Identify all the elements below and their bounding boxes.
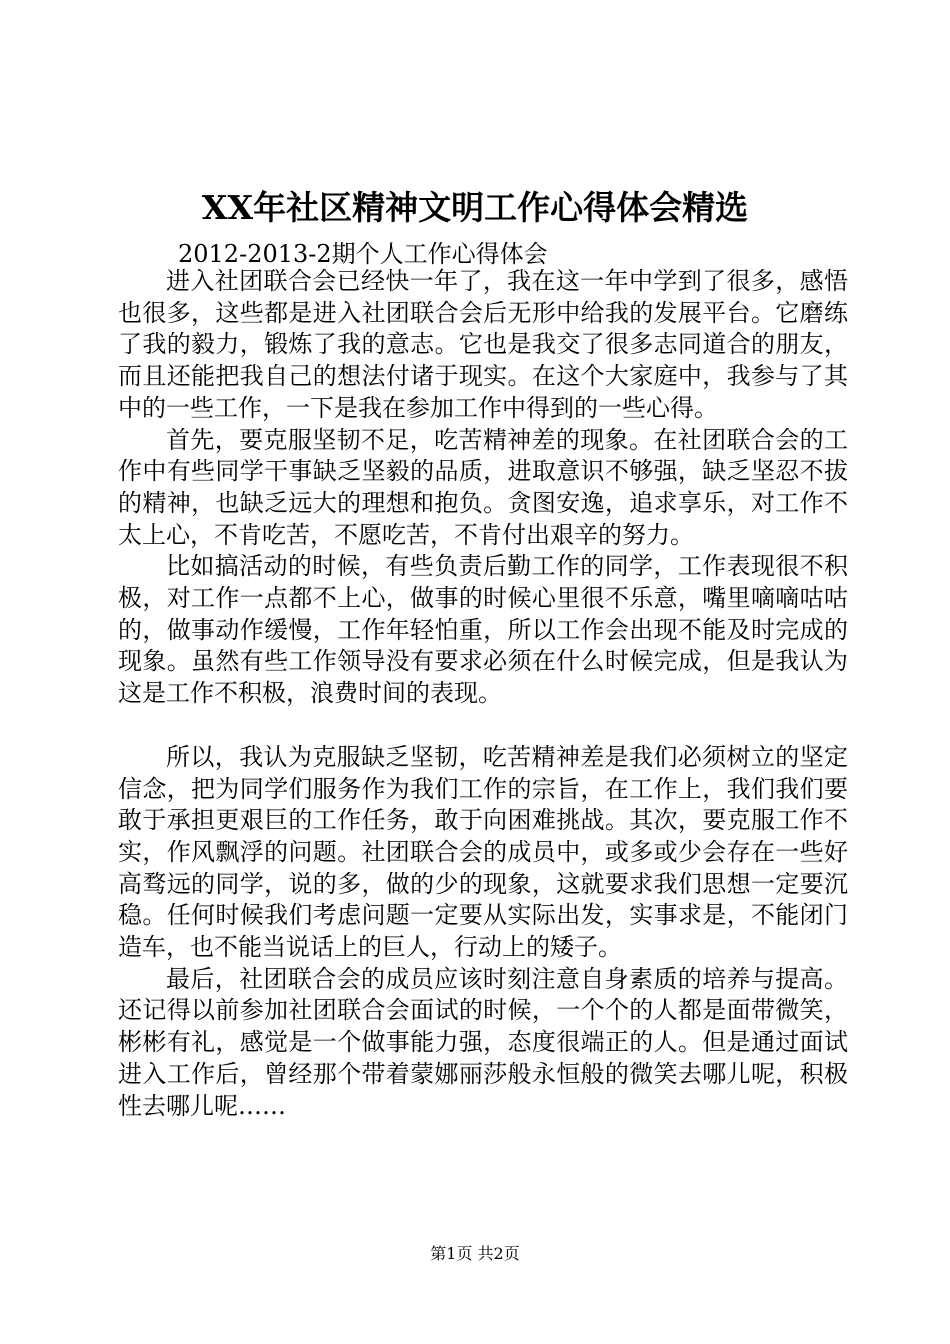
- document-body: [118, 266, 848, 1122]
- document-title: XX年社区精神文明工作心得体会精选: [201, 188, 749, 227]
- paragraph-1: 进入社团联合会已经快一年了，我在这一年中学到了很多，感悟也很多，这些都是进入社团联合会后无形中给我的发展平台。它磨练了我的毅力，锻炼了我的意志。它也是我交了很多志同道合的朋友，而且还能把我自己的想法付诸于现实。在这个大家庭中，我参与了其中的一些工作，一下是我在参加工作中得到的一些心得。: [118, 267, 848, 422]
- paragraph-2: 首先，要克服坚韧不足，吃苦精神差的现象。在社团联合会的工作中有些同学干事缺乏坚毅的品质，进取意识不够强，缺乏坚忍不拔的精神，也缺乏远大的理想和抱负。贪图安逸，追求享乐，对工作不太上心，不肯吃苦，不愿吃苦，不肯付出艰辛的努力。: [118, 425, 848, 549]
- page-footer: 第1页 共2页: [430, 1244, 520, 1263]
- document-subtitle: 2012-2013-2期个人工作心得体会: [178, 240, 548, 268]
- paragraph-4: 所以，我认为克服缺乏坚韧，吃苦精神差是我们必须树立的坚定信念，把为同学们服务作为我们工作的宗旨，在工作上，我们我们要敢于承担更艰巨的工作任务，敢于向困难挑战。其次，要克服工作不实，作风飘浮的问题。社团联合会的成员中，或多或少会存在一些好高骛远的同学，说的多，做的少的现象，这就要求我们思想一定要沉稳。任何时候我们考虑问题一定要从实际出发，实事求是，不能闭门造车，也不能当说话上的巨人，行动上的矮子。: [118, 742, 848, 962]
- paragraph-3: 比如搞活动的时候，有些负责后勤工作的同学，工作表现很不积极，对工作一点都不上心，做事的时候心里很不乐意，嘴里嘀嘀咕咕的，做事动作缓慢，工作年轻怕重，所以工作会出现不能及时完成的现象。虽然有些工作领导没有要求必须在什么时候完成，但是我认为这是工作不积极，浪费时间的表现。: [118, 552, 848, 708]
- paragraph-5: 最后，社团联合会的成员应该时刻注意自身素质的培养与提高。还记得以前参加社团联合会面试的时候，一个个的人都是面带微笑，彬彬有礼，感觉是一个做事能力强，态度很端正的人。但是通过面试进入工作后，曾经那个带着蒙娜丽莎般永恒般的微笑去哪儿呢，积极性去哪儿呢……: [118, 964, 848, 1120]
